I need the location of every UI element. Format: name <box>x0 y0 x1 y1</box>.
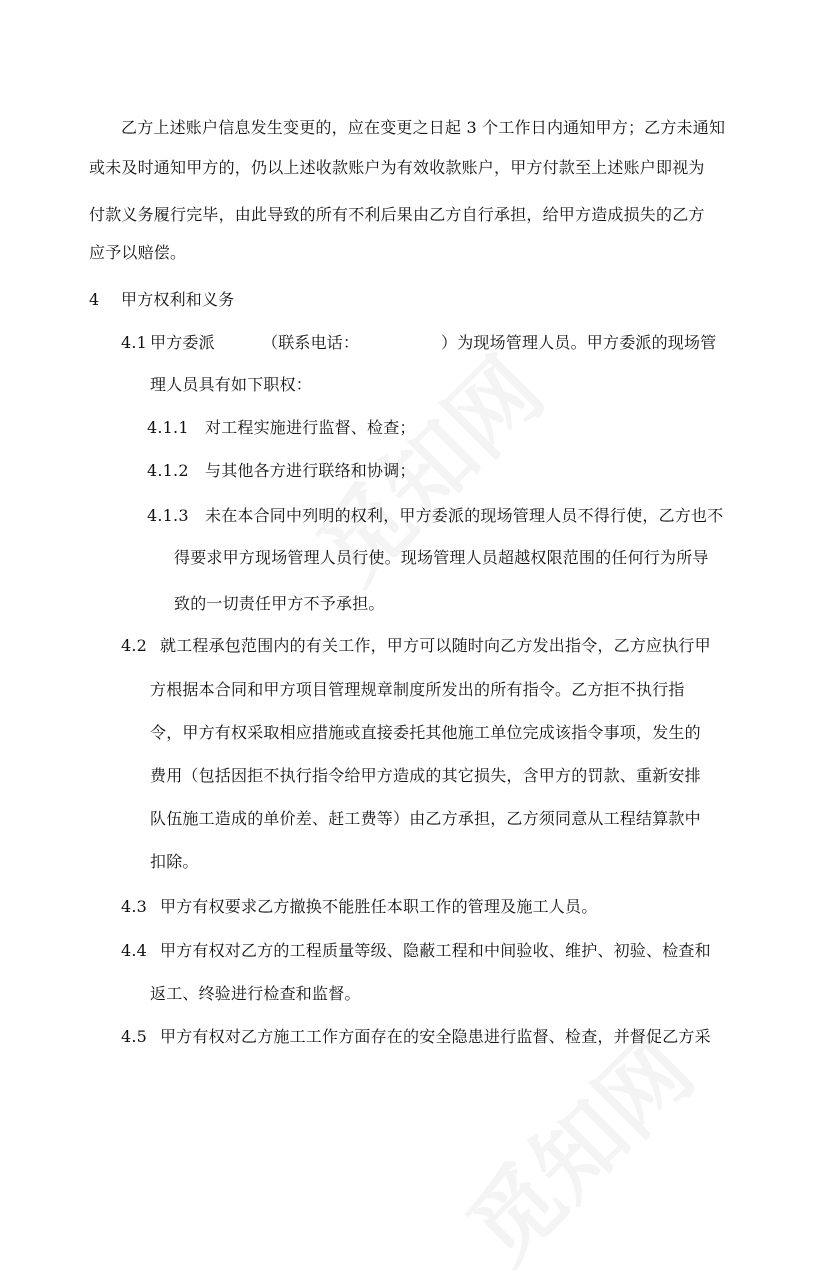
clause-number: 4.3 <box>121 897 148 916</box>
subclause-text: 未在本合同中列明的权利，甲方委派的现场管理人员不得行使，乙方也不 <box>205 506 724 525</box>
subclause-text: 致的一切责任甲方不予承担。 <box>174 594 385 613</box>
clause-number: 4.5 <box>121 1027 148 1046</box>
paragraph-line: 或未及时通知甲方的，仍以上述收款账户为有效收款账户，甲方付款至上述账户即视为 <box>89 158 705 177</box>
subclause-text: 得要求甲方现场管理人员行使。现场管理人员超越权限范围的任何行为所导 <box>174 548 709 567</box>
clause-number: 4.1 <box>121 333 148 352</box>
clause-text: 甲方有权对乙方的工程质量等级、隐蔽工程和中间验收、维护、初验、检查和 <box>160 941 711 960</box>
section-number: 4 <box>89 290 100 309</box>
subclause-number: 4.1.2 <box>147 461 189 480</box>
subclause-number: 4.1.1 <box>147 418 189 437</box>
clause-number: 4.2 <box>121 636 148 655</box>
clause-text: 令，甲方有权采取相应措施或直接委托其他施工单位完成该指令事项，发生的 <box>150 723 701 742</box>
section-title: 甲方权利和义务 <box>121 290 235 309</box>
clause-text: 就工程承包范围内的有关工作，甲方可以随时向乙方发出指令，乙方应执行甲 <box>160 636 711 655</box>
clause-text: 方根据本合同和甲方项目管理规章制度所发出的所有指令。乙方拒不执行指 <box>150 680 685 699</box>
clause-text: 甲方有权对乙方施工工作方面存在的安全隐患进行监督、检查，并督促乙方采 <box>160 1027 711 1046</box>
paragraph-line: 付款义务履行完毕，由此导致的所有不利后果由乙方自行承担，给甲方造成损失的乙方 <box>89 205 705 224</box>
clause-text: 队伍施工造成的单价差、赶工费等）由乙方承担，乙方须同意从工程结算款中 <box>150 809 701 828</box>
clause-text: 费用（包括因拒不执行指令给甲方造成的其它损失，含甲方的罚款、重新安排 <box>150 766 701 785</box>
clause-text: （联系电话： <box>262 333 360 352</box>
clause-text: 甲方有权要求乙方撤换不能胜任本职工作的管理及施工人员。 <box>160 897 598 916</box>
clause-text: 返工、终验进行检查和监督。 <box>150 984 361 1003</box>
clause-text: ）为现场管理人员。甲方委派的现场管 <box>441 333 717 352</box>
subclause-text: 与其他各方进行联络和协调； <box>205 461 416 480</box>
clause-text: 甲方委派 <box>150 333 215 352</box>
paragraph-line: 乙方上述账户信息发生变更的，应在变更之日起 3 个工作日内通知甲方；乙方未通知 <box>121 118 726 137</box>
subclause-number: 4.1.3 <box>147 506 189 525</box>
clause-text: 理人员具有如下职权： <box>150 375 313 394</box>
clause-text: 扣除。 <box>150 852 199 871</box>
paragraph-line: 应予以赔偿。 <box>89 243 187 262</box>
clause-number: 4.4 <box>121 941 148 960</box>
subclause-text: 对工程实施进行监督、检查； <box>205 418 416 437</box>
